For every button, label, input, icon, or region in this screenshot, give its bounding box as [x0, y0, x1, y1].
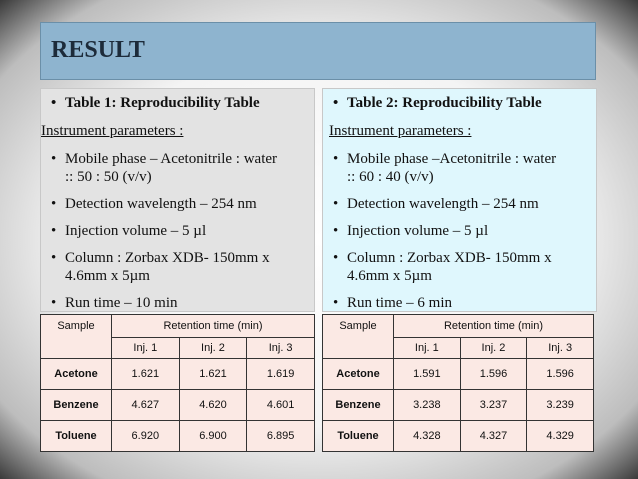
param-item: [51, 223, 206, 240]
bullet: •: [333, 196, 339, 212]
table-row: [323, 359, 594, 390]
param-text: Column : Zorbax XDB- 150mm x: [347, 250, 552, 266]
param-text: Column : Zorbax XDB- 150mm x: [65, 250, 270, 266]
bullet: •: [51, 250, 57, 266]
param-text: Injection volume – 5 µl: [347, 223, 489, 239]
table-header-row: [323, 315, 594, 338]
empty-cell: [323, 338, 394, 359]
bullet: •: [333, 95, 339, 111]
param-item: [51, 196, 257, 213]
value-cell: 4.620: [179, 390, 247, 421]
panel-heading: [333, 95, 542, 112]
value-cell: 4.327: [460, 421, 527, 452]
sample-header: Sample: [323, 315, 394, 338]
inj-header: Inj. 2: [179, 338, 247, 359]
sample-name: Acetone: [323, 359, 394, 390]
table-row: [41, 390, 315, 421]
value-cell: 3.237: [460, 390, 527, 421]
bullet: •: [51, 196, 57, 212]
sample-name: Acetone: [41, 359, 112, 390]
inj-header: Inj. 1: [394, 338, 461, 359]
heading-text: Table 2: Reproducibility Table: [347, 95, 542, 111]
value-cell: 4.627: [112, 390, 180, 421]
param-item: [333, 196, 539, 213]
value-cell: 4.329: [527, 421, 594, 452]
param-item: [51, 151, 277, 168]
inj-header: Inj. 3: [527, 338, 594, 359]
table-row: [323, 421, 594, 452]
value-cell: 3.239: [527, 390, 594, 421]
retention-time-header: Retention time (min): [394, 315, 594, 338]
bullet: •: [51, 95, 57, 111]
value-cell: 6.900: [179, 421, 247, 452]
value-cell: 4.601: [247, 390, 315, 421]
param-item: [333, 151, 556, 168]
table-row: [41, 359, 315, 390]
table-subheader-row: [323, 338, 594, 359]
param-text: Detection wavelength – 254 nm: [347, 196, 539, 212]
value-cell: 6.895: [247, 421, 315, 452]
sample-name: Benzene: [41, 390, 112, 421]
value-cell: 1.591: [394, 359, 461, 390]
value-cell: 4.328: [394, 421, 461, 452]
table-header-row: [41, 315, 315, 338]
inj-header: Inj. 1: [112, 338, 180, 359]
table-row: [323, 390, 594, 421]
inj-header: Inj. 3: [247, 338, 315, 359]
inj-header: Inj. 2: [460, 338, 527, 359]
sample-name: Toluene: [323, 421, 394, 452]
sample-name: Benzene: [323, 390, 394, 421]
bullet: •: [333, 250, 339, 266]
param-text: Mobile phase –Acetonitrile : water: [347, 151, 557, 167]
param-text: Run time – 10 min: [65, 295, 178, 311]
param-item: [51, 295, 178, 312]
bullet: •: [51, 295, 57, 311]
panel-subheading: Instrument parameters :: [329, 123, 472, 139]
param-item-cont: 4.6mm x 5µm: [65, 268, 150, 284]
reproducibility-table-2: [322, 314, 594, 452]
right-panel: [322, 88, 597, 312]
title-bar: [40, 22, 596, 80]
value-cell: 1.596: [460, 359, 527, 390]
param-item: [333, 223, 488, 240]
sample-name: Toluene: [41, 421, 112, 452]
value-cell: 1.621: [179, 359, 247, 390]
value-cell: 1.619: [247, 359, 315, 390]
table-row: [41, 421, 315, 452]
param-item-cont: 4.6mm x 5µm: [347, 268, 432, 284]
value-cell: 6.920: [112, 421, 180, 452]
param-text: Injection volume – 5 µl: [65, 223, 207, 239]
param-text: Detection wavelength – 254 nm: [65, 196, 257, 212]
param-item-cont: :: 50 : 50 (v/v): [65, 169, 152, 185]
param-item: [51, 250, 270, 267]
param-item: [333, 295, 452, 312]
empty-cell: [41, 338, 112, 359]
value-cell: 1.621: [112, 359, 180, 390]
bullet: •: [333, 151, 339, 167]
slide-title: RESULT: [51, 37, 145, 63]
bullet: •: [333, 295, 339, 311]
reproducibility-table-1: [40, 314, 315, 452]
panel-subheading: Instrument parameters :: [41, 123, 184, 139]
table-subheader-row: [41, 338, 315, 359]
param-text: Run time – 6 min: [347, 295, 452, 311]
sample-header: Sample: [41, 315, 112, 338]
bullet: •: [51, 151, 57, 167]
param-item: [333, 250, 552, 267]
param-item-cont: :: 60 : 40 (v/v): [347, 169, 434, 185]
bullet: •: [51, 223, 57, 239]
bullet: •: [333, 223, 339, 239]
param-text: Mobile phase – Acetonitrile : water: [65, 151, 278, 167]
retention-time-header: Retention time (min): [112, 315, 315, 338]
left-panel: [40, 88, 315, 312]
value-cell: 1.596: [527, 359, 594, 390]
heading-text: Table 1: Reproducibility Table: [65, 95, 260, 111]
value-cell: 3.238: [394, 390, 461, 421]
panel-heading: [51, 95, 260, 112]
